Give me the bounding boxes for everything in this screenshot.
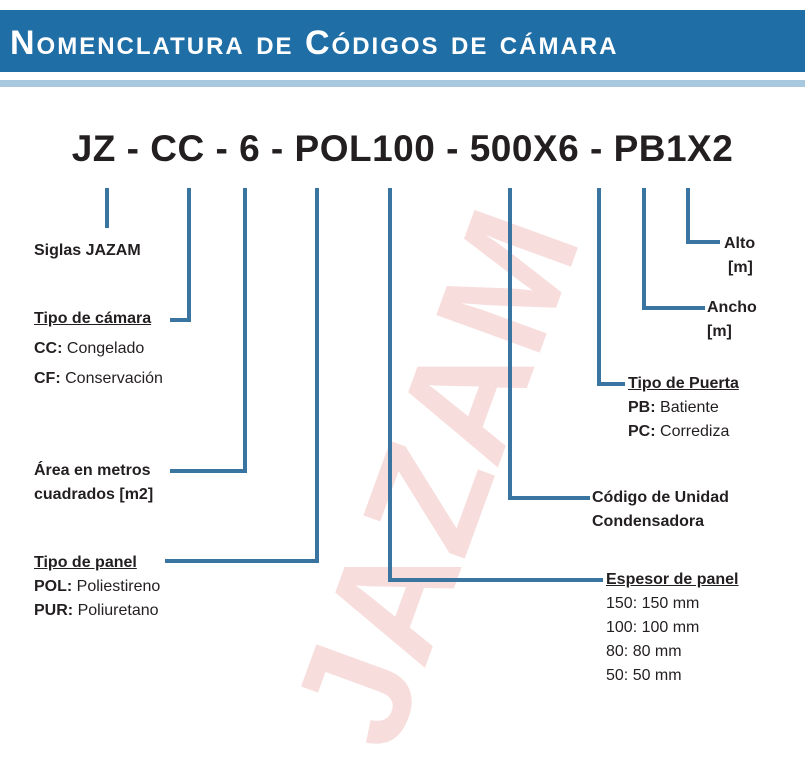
connector-area xyxy=(170,188,245,471)
item-code: CC: xyxy=(34,340,63,357)
label-siglas: Siglas JAZAM xyxy=(34,242,141,259)
label-tipo-puerta xyxy=(628,372,739,444)
label-area xyxy=(34,459,153,507)
tipo-puerta-item xyxy=(628,396,739,420)
item-desc: Poliuretano xyxy=(77,602,159,619)
connector-alto xyxy=(688,188,720,242)
espesor-item: 100: 100 mm xyxy=(606,619,700,636)
code-example: JZ - CC - 6 - POL100 - 500X6 - PB1X2 xyxy=(71,128,734,169)
area-line1: Área en metros xyxy=(34,462,151,479)
espesor-item: 150: 150 mm xyxy=(606,595,700,612)
unidad-line1: Código de Unidad xyxy=(592,489,729,506)
item-code: PUR: xyxy=(34,602,74,619)
label-ancho xyxy=(707,296,757,344)
tipo-puerta-item xyxy=(628,420,739,444)
watermark: JAZAM xyxy=(256,187,614,767)
espesor-title: Espesor de panel xyxy=(606,571,739,588)
label-espesor xyxy=(606,568,739,688)
page-title: Nomenclatura de Códigos de cámara xyxy=(10,24,619,62)
item-desc: Congelado xyxy=(66,340,145,357)
alto-line1: Alto xyxy=(724,235,756,252)
item-code: POL: xyxy=(34,578,73,595)
label-tipo-panel xyxy=(34,551,160,623)
area-line2: cuadrados [m2] xyxy=(34,486,154,503)
item-desc: Corrediza xyxy=(660,423,730,440)
tipo-panel-item xyxy=(34,599,160,623)
label-unidad xyxy=(592,486,729,534)
connector-ancho xyxy=(644,188,705,308)
tipo-panel-title: Tipo de panel xyxy=(34,554,137,571)
label-tipo-camara xyxy=(34,307,163,391)
connector-espesor xyxy=(390,188,603,580)
tipo-camara-title: Tipo de cámara xyxy=(34,310,152,327)
espesor-item: 80: 80 mm xyxy=(606,643,682,660)
label-alto xyxy=(724,232,755,280)
item-code: CF: xyxy=(34,370,61,387)
ancho-line2: [m] xyxy=(707,323,732,340)
connector-tipo-puerta xyxy=(599,188,625,384)
item-desc: Conservación xyxy=(65,370,163,387)
connector-tipo-camara xyxy=(170,188,189,320)
tipo-camara-item xyxy=(34,337,163,361)
ancho-line1: Ancho xyxy=(707,299,757,316)
tipo-panel-item xyxy=(34,575,160,599)
unidad-line2: Condensadora xyxy=(592,513,705,530)
item-code: PB: xyxy=(628,399,656,416)
espesor-item: 50: 50 mm xyxy=(606,667,682,684)
item-desc: Poliestireno xyxy=(76,578,161,595)
alto-line2: [m] xyxy=(728,259,753,276)
tipo-camara-item xyxy=(34,367,163,391)
connector-unidad xyxy=(510,188,590,498)
item-code: PC: xyxy=(628,423,656,440)
tipo-puerta-title: Tipo de Puerta xyxy=(628,375,739,392)
item-desc: Batiente xyxy=(660,399,719,416)
